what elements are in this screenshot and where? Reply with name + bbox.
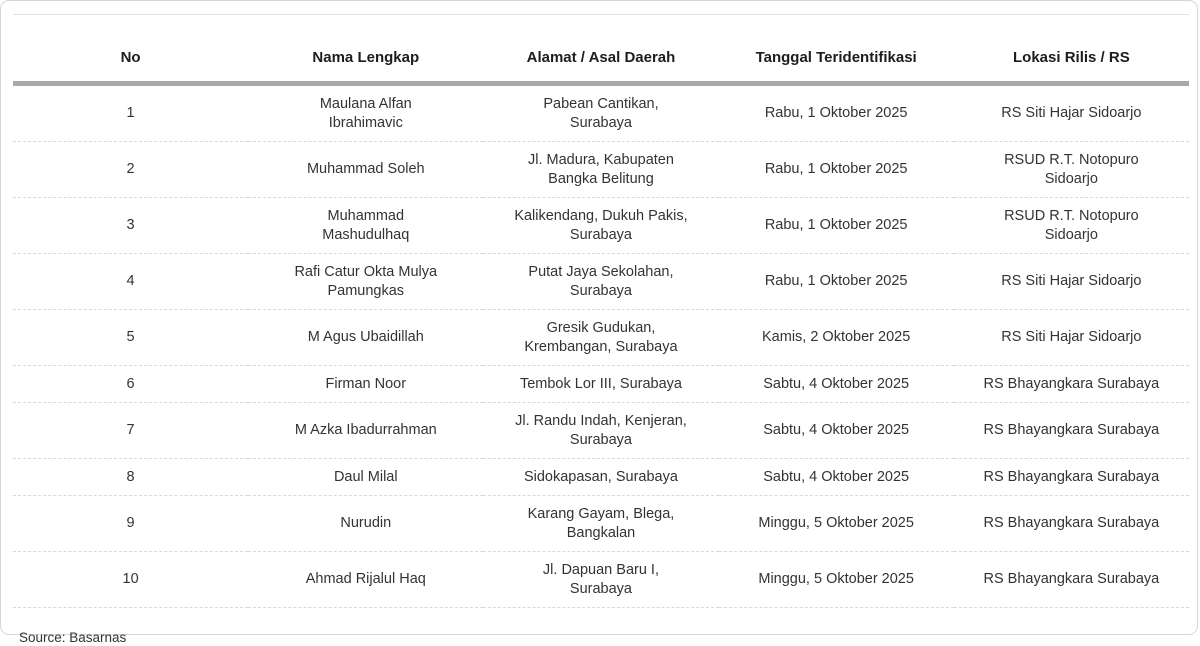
cell-nama-lengkap: Maulana Alfan Ibrahimavic: [248, 84, 483, 142]
cell-lokasi-rilis-rs: RS Bhayangkara Surabaya: [954, 459, 1189, 496]
cell-alamat-asal-daerah: Gresik Gudukan, Krembangan, Surabaya: [483, 310, 718, 366]
cell-nama-lengkap: Daul Milal: [248, 459, 483, 496]
cell-lokasi-rilis-rs: RS Siti Hajar Sidoarjo: [954, 310, 1189, 366]
cell-tanggal-teridentifikasi: Minggu, 5 Oktober 2025: [719, 496, 954, 552]
column-header-lokasi-rilis-rs: Lokasi Rilis / RS: [954, 15, 1189, 84]
cell-alamat-asal-daerah: Karang Gayam, Blega, Bangkalan: [483, 496, 718, 552]
source-note: Source: Basarnas: [19, 630, 127, 645]
cell-nama-lengkap: Firman Noor: [248, 366, 483, 403]
cell-tanggal-teridentifikasi: Kamis, 2 Oktober 2025: [719, 310, 954, 366]
cell-lokasi-rilis-rs: RS Siti Hajar Sidoarjo: [954, 254, 1189, 310]
cell-alamat-asal-daerah: Tembok Lor III, Surabaya: [483, 366, 718, 403]
table-body: [13, 84, 1189, 608]
cell-tanggal-teridentifikasi: Sabtu, 4 Oktober 2025: [719, 366, 954, 403]
table-row: [13, 552, 1189, 608]
column-header-alamat-asal-daerah: Alamat / Asal Daerah: [483, 15, 718, 84]
cell-no: 10: [13, 552, 248, 608]
column-header-tanggal-teridentifikasi: Tanggal Teridentifikasi: [719, 15, 954, 84]
table-row: [13, 142, 1189, 198]
cell-alamat-asal-daerah: Putat Jaya Sekolahan, Surabaya: [483, 254, 718, 310]
column-header-no: No: [13, 15, 248, 84]
cell-no: 8: [13, 459, 248, 496]
cell-alamat-asal-daerah: Sidokapasan, Surabaya: [483, 459, 718, 496]
table-header: [13, 15, 1189, 84]
cell-alamat-asal-daerah: Jl. Randu Indah, Kenjeran, Surabaya: [483, 403, 718, 459]
table-row: [13, 254, 1189, 310]
table-row: [13, 366, 1189, 403]
table-row: [13, 310, 1189, 366]
cell-tanggal-teridentifikasi: Rabu, 1 Oktober 2025: [719, 84, 954, 142]
cell-lokasi-rilis-rs: RS Bhayangkara Surabaya: [954, 496, 1189, 552]
table-area: [13, 14, 1185, 608]
cell-alamat-asal-daerah: Jl. Dapuan Baru I, Surabaya: [483, 552, 718, 608]
cell-tanggal-teridentifikasi: Rabu, 1 Oktober 2025: [719, 142, 954, 198]
cell-lokasi-rilis-rs: RSUD R.T. Notopuro Sidoarjo: [954, 198, 1189, 254]
cell-alamat-asal-daerah: Kalikendang, Dukuh Pakis, Surabaya: [483, 198, 718, 254]
cell-nama-lengkap: Ahmad Rijalul Haq: [248, 552, 483, 608]
header-row: [13, 15, 1189, 84]
cell-alamat-asal-daerah: Jl. Madura, Kabupaten Bangka Belitung: [483, 142, 718, 198]
cell-lokasi-rilis-rs: RSUD R.T. Notopuro Sidoarjo: [954, 142, 1189, 198]
cell-no: 6: [13, 366, 248, 403]
table-row: [13, 459, 1189, 496]
cell-no: 5: [13, 310, 248, 366]
cell-nama-lengkap: Nurudin: [248, 496, 483, 552]
cell-lokasi-rilis-rs: RS Siti Hajar Sidoarjo: [954, 84, 1189, 142]
cell-lokasi-rilis-rs: RS Bhayangkara Surabaya: [954, 403, 1189, 459]
table-row: [13, 496, 1189, 552]
table-row: [13, 403, 1189, 459]
cell-no: 9: [13, 496, 248, 552]
cell-tanggal-teridentifikasi: Sabtu, 4 Oktober 2025: [719, 459, 954, 496]
cell-lokasi-rilis-rs: RS Bhayangkara Surabaya: [954, 552, 1189, 608]
cell-nama-lengkap: Rafi Catur Okta Mulya Pamungkas: [248, 254, 483, 310]
cell-lokasi-rilis-rs: RS Bhayangkara Surabaya: [954, 366, 1189, 403]
table-row: [13, 198, 1189, 254]
cell-no: 4: [13, 254, 248, 310]
cell-tanggal-teridentifikasi: Rabu, 1 Oktober 2025: [719, 198, 954, 254]
cell-nama-lengkap: M Agus Ubaidillah: [248, 310, 483, 366]
cell-no: 7: [13, 403, 248, 459]
identified-victims-table: [13, 14, 1189, 608]
cell-no: 3: [13, 198, 248, 254]
cell-tanggal-teridentifikasi: Rabu, 1 Oktober 2025: [719, 254, 954, 310]
cell-nama-lengkap: Muhammad Soleh: [248, 142, 483, 198]
cell-nama-lengkap: M Azka Ibadurrahman: [248, 403, 483, 459]
cell-nama-lengkap: Muhammad Mashudulhaq: [248, 198, 483, 254]
table-row: [13, 84, 1189, 142]
column-header-nama-lengkap: Nama Lengkap: [248, 15, 483, 84]
cell-tanggal-teridentifikasi: Sabtu, 4 Oktober 2025: [719, 403, 954, 459]
cell-no: 1: [13, 84, 248, 142]
cell-alamat-asal-daerah: Pabean Cantikan, Surabaya: [483, 84, 718, 142]
cell-tanggal-teridentifikasi: Minggu, 5 Oktober 2025: [719, 552, 954, 608]
cell-no: 2: [13, 142, 248, 198]
